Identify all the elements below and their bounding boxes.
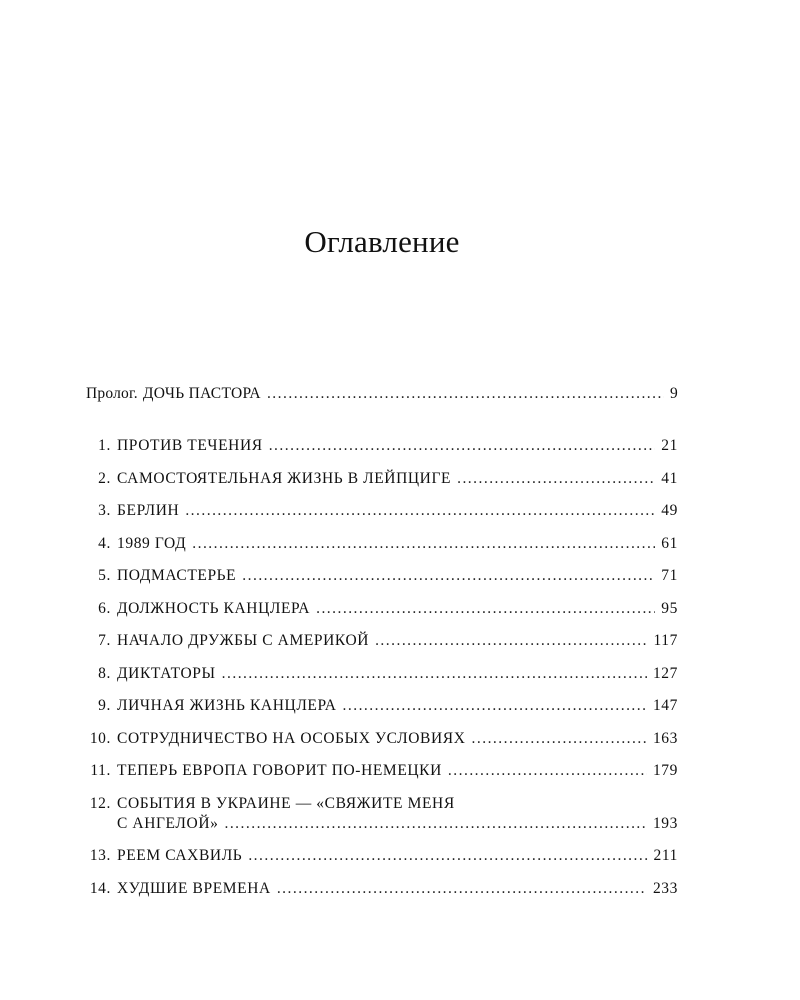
toc-entry-title: ДОЛЖНОСТЬ КАНЦЛЕРА: [117, 599, 311, 617]
chapter-number: 3.: [98, 502, 111, 519]
dot-leader: [185, 501, 655, 521]
dot-leader: [375, 631, 647, 651]
toc-entry-title-line-1: СОБЫТИЯ В УКРАИНЕ — «СВЯЖИТЕ МЕНЯ: [117, 794, 455, 812]
chapter-number: 11.: [90, 762, 111, 779]
toc-entry-title: САМОСТОЯТЕЛЬНАЯ ЖИЗНЬ В ЛЕЙПЦИГЕ: [117, 469, 452, 487]
toc-entry-page: 21: [661, 437, 678, 454]
toc-entry-title: НАЧАЛО ДРУЖБЫ С АМЕРИКОЙ: [117, 632, 370, 649]
toc-entry-chapter-9[interactable]: [86, 696, 678, 716]
toc-entry-chapter-4[interactable]: [86, 534, 678, 554]
dot-leader: [192, 534, 655, 554]
dot-leader: [277, 879, 647, 899]
chapter-number: 12.: [89, 794, 111, 812]
chapter-number: 10.: [89, 729, 111, 747]
dot-leader: [267, 384, 664, 404]
toc-entry-chapter-14[interactable]: [86, 879, 678, 899]
toc-entry-line-2: [86, 814, 678, 834]
toc-entry-page: 211: [653, 847, 678, 864]
dot-leader: [242, 566, 655, 586]
chapter-number: 4.: [98, 534, 111, 552]
dot-leader: [224, 814, 646, 834]
toc-entry-page: 9: [669, 385, 678, 402]
toc-entry-chapter-10[interactable]: [86, 729, 678, 749]
chapter-number: 14.: [89, 879, 111, 897]
toc-entry-title: ПОДМАСТЕРЬЕ: [117, 567, 237, 584]
toc-entry-chapter-5[interactable]: [86, 566, 678, 586]
toc-entry-title: РЕЕМ САХВИЛЬ: [117, 847, 243, 864]
toc-entry-prologue[interactable]: [86, 384, 678, 404]
page-title: Оглавление: [304, 224, 460, 259]
dot-leader: [472, 729, 647, 749]
chapter-number: 6.: [98, 599, 111, 617]
dot-leader: [248, 846, 647, 866]
chapter-number: 7.: [98, 632, 111, 649]
toc-entry-page: 163: [652, 729, 678, 747]
toc-entry-title: ТЕПЕРЬ ЕВРОПА ГОВОРИТ ПО-НЕМЕЦКИ: [117, 762, 442, 779]
toc-entry-chapter-3[interactable]: [86, 501, 678, 521]
toc-entry-chapter-1[interactable]: [86, 436, 678, 456]
dot-leader: [316, 599, 655, 619]
toc-entry-page: 147: [652, 697, 678, 714]
toc-entry-page: 61: [661, 534, 678, 552]
toc-entry-page: 117: [653, 632, 678, 649]
prologue-label: Пролог.: [86, 385, 138, 402]
toc-entry-title: ЛИЧНАЯ ЖИЗНЬ КАНЦЛЕРА: [117, 697, 337, 714]
toc-entry-chapter-13[interactable]: [86, 846, 678, 866]
chapter-number: 1.: [98, 437, 111, 454]
toc-entry-page: 41: [661, 469, 678, 487]
toc-entry-title-line-2: С АНГЕЛОЙ»: [117, 814, 219, 832]
chapter-number: 8.: [98, 664, 111, 682]
chapter-number: 9.: [98, 697, 111, 714]
toc-entry-page: 71: [661, 567, 678, 584]
dot-leader: [343, 696, 647, 716]
toc-entry-chapter-2[interactable]: [86, 469, 678, 489]
toc-entry-chapter-7[interactable]: [86, 631, 678, 651]
chapter-number: 2.: [98, 469, 111, 487]
toc-entry-title: 1989 ГОД: [117, 534, 187, 552]
dot-leader: [269, 436, 656, 456]
chapter-number: 13.: [89, 847, 111, 864]
chapter-number: 5.: [98, 567, 111, 584]
dot-leader: [222, 664, 647, 684]
toc-entry-page: 127: [652, 664, 678, 682]
dot-leader: [457, 469, 655, 489]
toc-entry-title: ПРОТИВ ТЕЧЕНИЯ: [117, 437, 263, 454]
toc-entry-line-1: [86, 794, 678, 814]
toc-entry-chapter-8[interactable]: [86, 664, 678, 684]
dot-leader: [448, 761, 647, 781]
toc-entry-page: 233: [652, 879, 678, 897]
toc-entry-page: 95: [661, 599, 678, 617]
table-of-contents: [86, 384, 678, 911]
toc-entry-title: ХУДШИЕ ВРЕМЕНА: [117, 879, 271, 897]
toc-entry-chapter-11[interactable]: [86, 761, 678, 781]
toc-entry-title: ДИКТАТОРЫ: [117, 664, 216, 682]
toc-entry-title: СОТРУДНИЧЕСТВО НА ОСОБЫХ УСЛОВИЯХ: [117, 729, 466, 747]
toc-entry-chapter-6[interactable]: [86, 599, 678, 619]
toc-entry-page: 193: [652, 814, 678, 832]
toc-entry-chapter-12[interactable]: [86, 794, 678, 834]
toc-entry-page: 179: [652, 762, 678, 779]
toc-entry-title: ДОЧЬ ПАСТОРА: [142, 385, 261, 402]
toc-entry-title: БЕРЛИН: [117, 502, 180, 519]
toc-entry-page: 49: [661, 502, 678, 519]
